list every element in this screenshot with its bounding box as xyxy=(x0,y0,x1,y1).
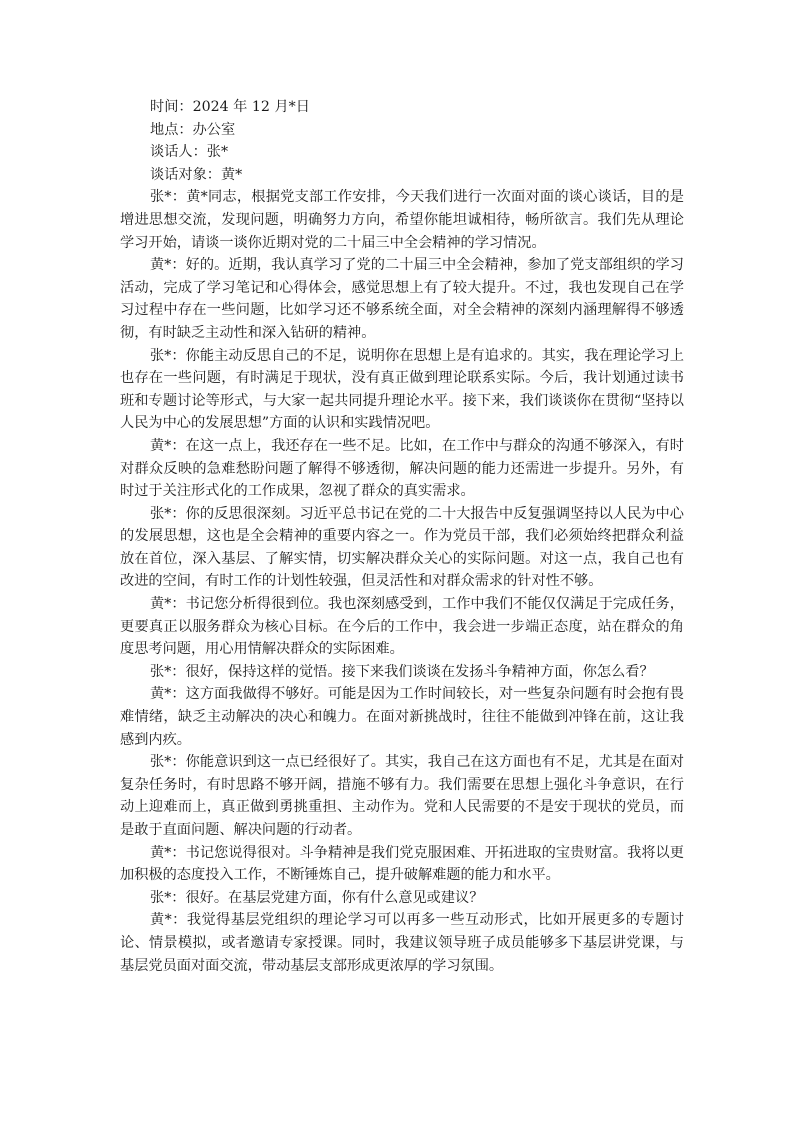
interviewee: 谈话对象：黄* xyxy=(150,166,243,183)
dialogue-paragraph: 黄*：这方面我做得不够好。可能是因为工作时间较长，对一些复杂问题有时会抱有畏难情绪，缺乏主动解决的决心和魄力。在面对新挑战时，往往不能做到冲锋在前，这让我感到内疚。 xyxy=(120,686,684,748)
interviewer: 谈话人：张* xyxy=(150,144,229,161)
dialogue-paragraph: 张*：你的反思很深刻。习近平总书记在党的二十大报告中反复强调坚持以人民为中心的发展思想，这也是全会精神的重要内容之一。作为党员干部，我们必须始终把群众利益放在首位，深入基层、了解实情，切实解决群众关心的实际问题。对这一点，我自己也有改进的空间，有时工作的计划性较强，但灵活性和对群众需求的针对性不够。 xyxy=(120,505,684,590)
meeting-time: 时间：2024 年 12 月*日 xyxy=(150,99,310,115)
document-body xyxy=(120,96,684,977)
dialogue-paragraph: 张*：黄*同志，根据党支部工作安排，今天我们进行一次面对面的谈心谈话，目的是增进思想交流，发现问题，明确努力方向，希望你能坦诚相待，畅所欲言。我们先从理论学习开始，请谈一谈你近期对党的二十届三中全会精神的学习情况。 xyxy=(120,189,684,251)
dialogue-paragraph: 张*：很好，保持这样的觉悟。接下来我们谈谈在发扬斗争精神方面，你怎么看？ xyxy=(150,663,654,680)
dialogue-paragraph: 黄*：书记您分析得很到位。我也深刻感受到，工作中我们不能仅仅满足于完成任务，更要真正以服务群众为核心目标。在今后的工作中，我会进一步端正态度，站在群众的角度思考问题，用心用情解决群众的实际困难。 xyxy=(120,596,684,658)
dialogue-paragraph: 张*：你能意识到这一点已经很好了。其实，我自己在这方面也有不足，尤其是在面对复杂任务时，有时思路不够开阔，措施不够有力。我们需要在思想上强化斗争意识，在行动上迎难而上，真正做到勇挑重担、主动作为。党和人民需要的不是安于现状的党员，而是敢于直面问题、解决问题的行动者。 xyxy=(120,754,684,838)
meeting-location: 地点：办公室 xyxy=(150,121,236,138)
dialogue-paragraph: 黄*：书记您说得很对。斗争精神是我们党克服困难、开拓进取的宝贵财富。我将以更加积极的态度投入工作，不断锤炼自己，提升破解难题的能力和水平。 xyxy=(120,844,684,884)
dialogue-paragraph: 黄*：在这一点上，我还存在一些不足。比如，在工作中与群众的沟通不够深入，有时对群众反映的急难愁盼问题了解得不够透彻，解决问题的能力还需进一步提升。另外，有时过于关注形式化的工作成果，忽视了群众的真实需求。 xyxy=(120,437,684,500)
dialogue-paragraph: 张*：你能主动反思自己的不足，说明你在思想上是有追求的。其实，我在理论学习上也存在一些问题，有时满足于现状，没有真正做到理论联系实际。今后，我计划通过读书班和专题讨论等形式，与大家一起共同提升理论水平。接下来，我们谈谈你在贯彻“坚持以人民为中心的发展思想”方面的认识和实践情况吧。 xyxy=(120,347,684,432)
dialogue-paragraph: 张*：很好。在基层党建方面，你有什么意见或建议？ xyxy=(150,889,484,906)
dialogue-paragraph: 黄*：好的。近期，我认真学习了党的二十届三中全会精神，参加了党支部组织的学习活动，完成了学习笔记和心得体会，感觉思想上有了较大提升。不过，我也发现自己在学习过程中存在一些问题，比如学习还不够系统全面，对全会精神的深刻内涵理解得不够透彻，有时缺乏主动性和深入钻研的精神。 xyxy=(120,257,684,341)
dialogue-paragraph: 黄*：我觉得基层党组织的理论学习可以再多一些互动形式，比如开展更多的专题讨论、情景模拟，或者邀请专家授课。同时，我建议领导班子成员能够多下基层讲党课，与基层党员面对面交流，带动基层支部形成更浓厚的学习氛围。 xyxy=(120,912,684,974)
